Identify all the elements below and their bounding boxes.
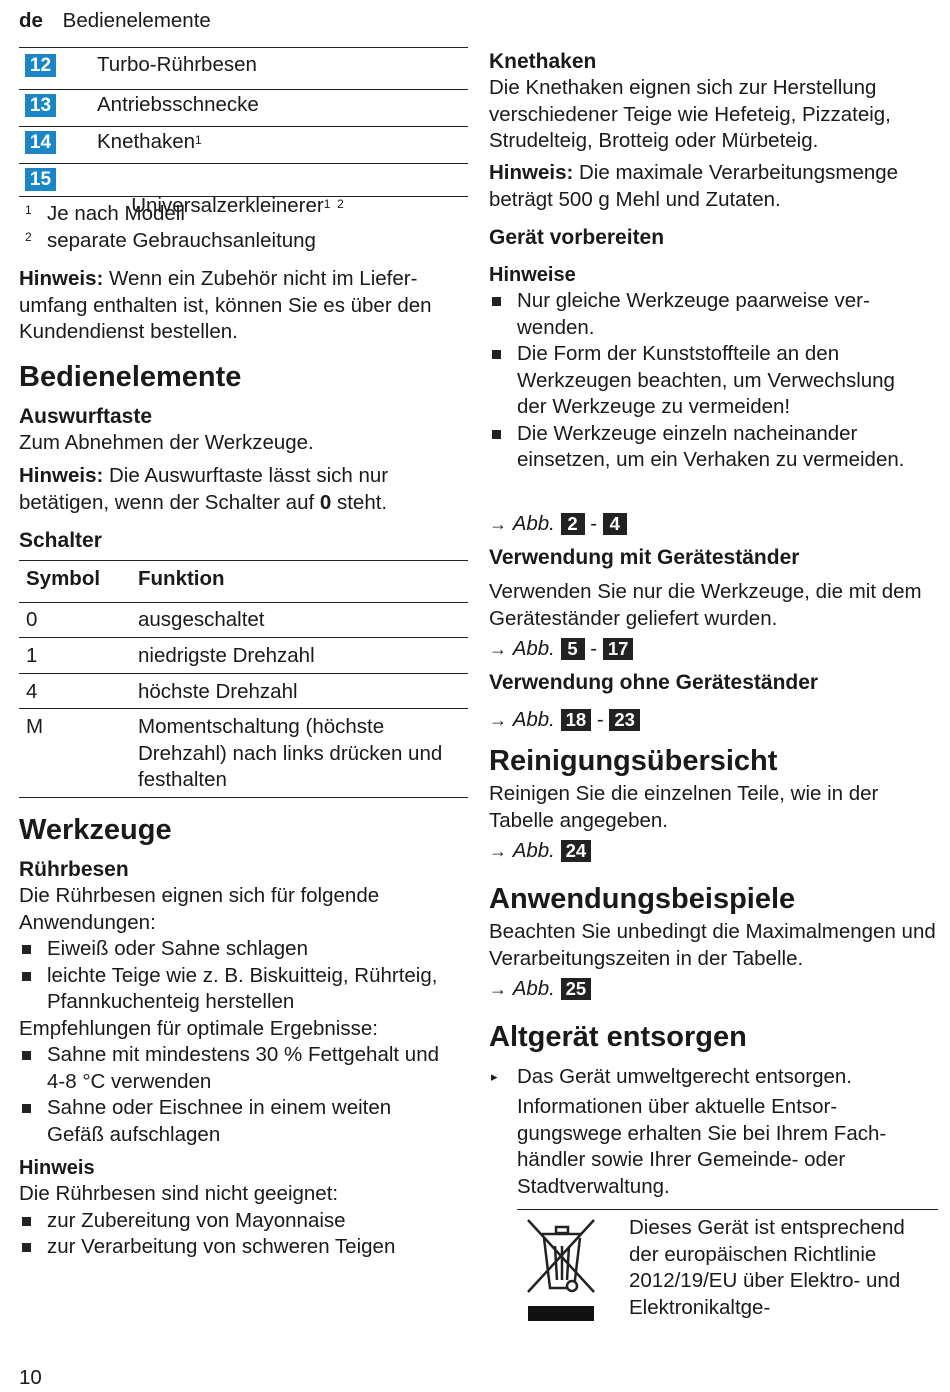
figure-reference: → Abb. 2 - 4: [489, 511, 627, 538]
auswurftaste-text: Zum Abnehmen der Werkzeuge.: [19, 431, 314, 454]
figure-badge: 17: [603, 638, 634, 660]
part-label: Knethaken: [97, 130, 196, 153]
section-title-anwendungsbeispiele: Anwendungsbeispiele: [489, 883, 796, 915]
reinigung-text: Reinigen Sie die einzelnen Teile, wie in der Tabelle angegeben.: [489, 782, 879, 832]
crossed-out-bin-icon: [524, 1214, 599, 1326]
table-cell-symbol: M: [26, 715, 44, 738]
empfehlungen-list: [19, 1042, 468, 1148]
subsection-title-geraet-vorbereiten: Gerät vorbereiten: [489, 226, 665, 249]
part-number-badge: 14: [25, 131, 56, 154]
list-item: Eiweiß oder Sahne schlagen: [19, 936, 468, 963]
hinweis-block: [19, 1181, 468, 1261]
subsection-title-hinweis: Hinweis: [19, 1157, 95, 1179]
table-cell-symbol: 0: [26, 608, 38, 631]
table-cell-symbol: 4: [26, 680, 38, 703]
table-cell-symbol: 1: [26, 644, 38, 667]
figure-badge: 2: [561, 513, 585, 535]
entsorgen-info: Informationen über aktuelle Entsorgungswege erhalten Sie bei Ihrem Fachhändler sowie Ihrer Gemeinde- oder Stadtverwaltung.: [517, 1095, 887, 1198]
subsection-title-auswurftaste: Auswurftaste: [19, 405, 153, 428]
figure-reference: → Abb. 18 - 23: [489, 707, 640, 734]
footnote: 2 separate Gebrauchsanleitung: [25, 228, 316, 252]
figure-badge: 24: [561, 840, 592, 862]
part-label: Antriebsschnecke: [97, 93, 259, 116]
part-number-badge: 15: [25, 168, 56, 191]
arrow-icon: →: [489, 710, 507, 730]
list-item: Die Werkzeuge einzeln nacheinander einsetzen, um ein Verhaken zu vermeiden.: [489, 421, 919, 474]
arrow-icon: →: [489, 841, 507, 861]
triangle-bullet-icon: ▸: [491, 1069, 498, 1084]
figure-badge: 23: [609, 709, 640, 731]
part-label: Universalzerkleinerer: [131, 193, 324, 217]
vorbereiten-list-block: [489, 288, 919, 474]
subsection-title-knethaken: Knethaken: [489, 50, 597, 73]
anwendung-text: Beachten Sie unbedingt die Maximalmengen und Verarbeitungszeiten in der Tabelle.: [489, 920, 936, 970]
table-header-symbol: Symbol: [26, 567, 101, 590]
footnotes: [25, 201, 465, 254]
hinweis-list: [19, 1208, 468, 1261]
auswurftaste-note: Hinweis: Die Auswurftaste lässt sich nur betätigen, wenn der Schalter auf 0 steht.: [19, 464, 389, 514]
arrow-icon: →: [489, 639, 507, 659]
language-code: de: [19, 9, 43, 32]
page-number: 10: [19, 1366, 42, 1389]
vorbereiten-list: [489, 288, 919, 474]
list-item: Die Form der Kunststoffteile an den Werkzeugen beachten, um Verwechslung der Werkzeuge zu vermeiden!: [489, 341, 919, 421]
figure-badge: 4: [603, 513, 627, 535]
part-number-badge: 12: [25, 54, 56, 77]
ruehrbesen-intro: Die Rührbesen eignen sich für folgende Anwendungen:: [19, 884, 380, 934]
table-header-funktion: Funktion: [138, 567, 225, 590]
arrow-icon: →: [489, 979, 507, 999]
table-cell-funktion: höchste Drehzahl: [138, 680, 298, 703]
subsection-title-mit-geraetestaender: Verwendung mit Geräteständer: [489, 546, 800, 569]
figure-reference: → Abb. 5 - 17: [489, 636, 633, 663]
list-item: zur Verarbeitung von schweren Teigen: [19, 1234, 468, 1261]
mit-geraetestaender-text: Verwenden Sie nur die Werkzeuge, die mit dem Geräteständer geliefert wurden.: [489, 580, 922, 630]
part-row: [19, 89, 468, 126]
hinweis-intro: Die Rührbesen sind nicht geeignet:: [19, 1182, 339, 1205]
list-item: zur Zubereitung von Mayonnaise: [19, 1208, 468, 1235]
part-footnote-ref: 1 2: [323, 196, 344, 211]
table-cell-funktion: niedrigste Drehzahl: [138, 644, 315, 667]
header-section: Bedienelemente: [62, 9, 211, 32]
ruehrbesen-list: [19, 936, 468, 1016]
section-title-werkzeuge: Werkzeuge: [19, 814, 172, 846]
part-row: [19, 126, 468, 163]
knethaken-text: Die Knethaken eignen sich zur Herstellung verschiedener Teige wie Hefeteig, Pizzateig, Strudelteig, Brotteig oder Mürbeteig.: [489, 76, 891, 152]
figure-reference: → Abb. 24: [489, 838, 591, 865]
header: [19, 8, 211, 35]
list-item: Sahne oder Eischnee in einem weiten Gefäß aufschlagen: [19, 1095, 447, 1148]
part-footnote-ref: 1: [195, 133, 202, 147]
list-item: Sahne mit mindestens 30 % Fettgehalt und 4-8 °C verwenden: [19, 1042, 447, 1095]
section-title-reinigungsuebersicht: Reinigungsübersicht: [489, 745, 778, 777]
entsorgen-step: ▸ Das Gerät umweltgerecht entsorgen.: [489, 1064, 934, 1091]
subsection-title-schalter: Schalter: [19, 529, 102, 552]
table-cell-funktion: ausgeschaltet: [138, 608, 265, 631]
figure-badge: 25: [561, 978, 592, 1000]
knethaken-note: Hinweis: Die maximale Verarbeitungsmenge beträgt 500 g Mehl und Zutaten.: [489, 161, 899, 211]
weee-text: Dieses Gerät ist entsprechend der europäischen Richtlinie 2012/19/EU über Elektro- und Elektronikaltge-: [629, 1216, 905, 1319]
part-number-badge: 13: [25, 94, 56, 117]
list-item: leichte Teige wie z. B. Biskuitteig, Rührteig, Pfannkuchenteig herstellen: [19, 963, 447, 1016]
subsection-title-ruehrbesen: Rührbesen: [19, 858, 129, 881]
part-row: [19, 52, 468, 89]
table-cell-funktion: Momentschaltung (höchste Drehzahl) nach links drücken und festhalten: [138, 715, 443, 791]
figure-reference: → Abb. 25: [489, 976, 591, 1003]
arrow-icon: →: [489, 514, 507, 534]
section-title-altgeraet-entsorgen: Altgerät entsorgen: [489, 1021, 747, 1053]
accessory-note: Hinweis: Wenn ein Zubehör nicht im Lieferumfang enthalten ist, können Sie es über den Kundendienst bestellen.: [19, 267, 432, 343]
figure-badge: 5: [561, 638, 585, 660]
section-title-bedienelemente: Bedienelemente: [19, 361, 242, 393]
subsection-title-ohne-geraetestaender: Verwendung ohne Geräteständer: [489, 671, 819, 694]
list-item: Nur gleiche Werkzeuge paarweise verwenden.: [489, 288, 919, 341]
footnote: 1 Je nach Modell: [25, 202, 185, 225]
hinweise-title: Hinweise: [489, 264, 576, 286]
empfehlungen-intro: Empfehlungen für optimale Ergebnisse:: [19, 1016, 378, 1040]
ruehrbesen-block: [19, 883, 468, 1148]
part-label: Turbo-Rührbesen: [97, 53, 257, 76]
figure-badge: 18: [561, 709, 592, 731]
